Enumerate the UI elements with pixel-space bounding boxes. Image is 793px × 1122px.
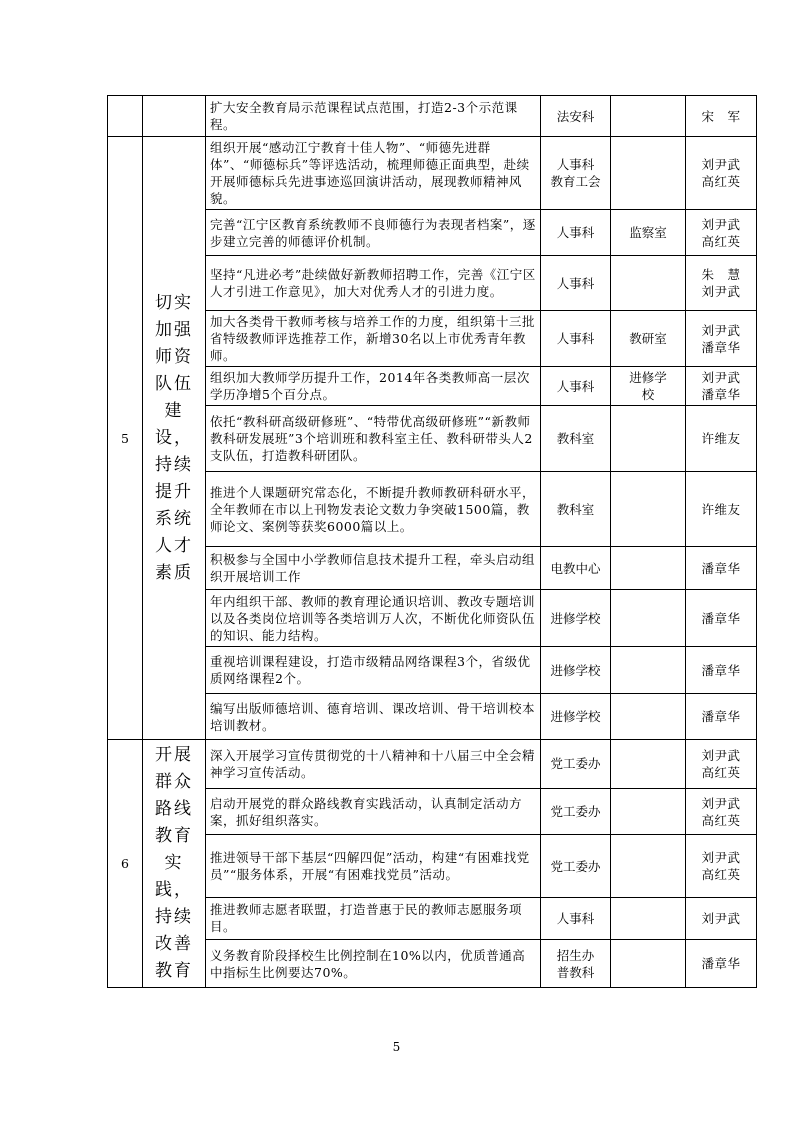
responsible-person-line: 潘章华	[701, 387, 741, 402]
lead-department	[541, 788, 611, 835]
item-number: 6	[108, 740, 143, 988]
responsible-person-line: 刘尹武	[701, 322, 741, 338]
responsible-person-line: 潘章华	[701, 662, 741, 678]
cooperating-department	[611, 311, 686, 367]
table-row	[108, 137, 757, 210]
responsible-person-line: 刘尹武	[701, 284, 741, 299]
responsible-person-line: 刘尹武	[701, 910, 741, 926]
lead-department-line: 普教科	[556, 964, 595, 980]
cooperating-department	[611, 590, 686, 647]
table-row	[108, 897, 757, 940]
cooperating-department	[611, 472, 686, 547]
lead-department	[541, 590, 611, 647]
table-row	[108, 788, 757, 835]
task-content: 坚持“凡进必考”赴续做好新教师招聘工作，完善《江宁区人才引进工作意见》，加大对优秀人才的引进力度。	[206, 256, 541, 311]
lead-department	[541, 406, 611, 472]
responsible-person-line: 刘尹武	[701, 747, 741, 763]
task-content: 启动开展党的群众路线教育实践活动，认真制定活动方案，抓好组织落实。	[206, 788, 541, 835]
responsible-person	[686, 367, 757, 406]
lead-department	[541, 311, 611, 367]
lead-department	[541, 940, 611, 988]
responsible-person-line: 高红英	[701, 174, 741, 189]
table-row	[108, 547, 757, 590]
cooperating-department	[611, 96, 686, 137]
responsible-person-line: 刘尹武	[701, 370, 741, 385]
cooperating-department	[611, 137, 686, 210]
responsible-person-line: 刘尹武	[701, 216, 741, 232]
table-row	[108, 256, 757, 311]
lead-department-line: 人事科	[556, 378, 595, 394]
responsible-person	[686, 740, 757, 789]
cooperating-department	[611, 788, 686, 835]
task-content: 扩大安全教育局示范课程试点范围，打造2-3个示范课程。	[206, 96, 541, 137]
lead-department	[541, 547, 611, 590]
lead-department-line: 人事科	[556, 331, 595, 346]
cooperating-department	[611, 740, 686, 789]
task-content: 年内组织干部、教师的教育理论通识培训、教改专题培训以及各类岗位培训等各类培训万人次，不断优化师资队伍的知识、能力结构。	[206, 590, 541, 647]
task-topic-text: 开展群众路线教育实践，持续改善教育	[155, 745, 193, 981]
lead-department	[541, 256, 611, 311]
table-row	[108, 406, 757, 472]
task-topic	[143, 137, 206, 740]
page-number: 5	[392, 1040, 401, 1054]
cooperating-department-line: 教研室	[629, 331, 667, 346]
lead-department-line: 教科室	[556, 501, 595, 517]
cooperating-department	[611, 367, 686, 406]
task-table-body	[108, 96, 757, 988]
lead-department	[541, 835, 611, 897]
responsible-person-line: 朱 慧	[701, 267, 741, 282]
responsible-person-line: 高红英	[701, 867, 741, 883]
responsible-person-line: 刘尹武	[701, 795, 741, 811]
responsible-person-line: 宋 军	[701, 108, 741, 124]
lead-department-line: 人事科	[556, 275, 595, 291]
responsible-person-line: 潘章华	[701, 956, 741, 972]
table-row	[108, 96, 757, 137]
lead-department	[541, 137, 611, 210]
cooperating-department-line: 校	[641, 387, 655, 402]
responsible-person-line: 高红英	[701, 764, 741, 780]
lead-department	[541, 472, 611, 547]
cooperating-department	[611, 256, 686, 311]
cooperating-department	[611, 406, 686, 472]
responsible-person	[686, 547, 757, 590]
task-content: 编写出版师德培训、德育培训、课改培训、骨干培训校本培训教材。	[206, 694, 541, 740]
table-row	[108, 210, 757, 256]
lead-department-line: 人事科	[556, 910, 595, 926]
task-topic-text: 切实加强师资队伍建设，持续提升系统人才素质	[155, 292, 193, 583]
lead-department-line: 招生办	[556, 947, 595, 963]
responsible-person	[686, 210, 757, 256]
task-content: 义务教育阶段择校生比例控制在10%以内，优质普通高中指标生比例要达70%。	[206, 940, 541, 988]
lead-department-line: 法安科	[556, 108, 595, 124]
table-row	[108, 835, 757, 897]
table-row	[108, 311, 757, 367]
responsible-person-line: 潘章华	[701, 709, 741, 724]
task-content: 推进教师志愿者联盟，打造普惠于民的教师志愿服务项目。	[206, 897, 541, 940]
task-content: 依托“教科研高级研修班”、“特带优高级研修班”“新教师教科研发展班”3个培训班和教科室主任、教科研带头人2支队伍，打造教科研团队。	[206, 406, 541, 472]
lead-department	[541, 897, 611, 940]
table-row	[108, 740, 757, 789]
task-content: 组织加大教师学历提升工作，2014年各类教师高一层次学历净增5个百分点。	[206, 367, 541, 406]
task-content: 积极参与全国中小学教师信息技术提升工程，牵头启动组织开展培训工作	[206, 547, 541, 590]
lead-department	[541, 96, 611, 137]
task-content: 组织开展“感动江宁教育十佳人物”、“师德先进群体”、“师德标兵”等评选活动，梳理师德正面典型，赴续开展师德标兵先进事迹巡回演讲活动，展现教师精神风貌。	[206, 137, 541, 210]
cooperating-department	[611, 647, 686, 694]
lead-department-line: 人事科	[556, 225, 595, 240]
task-content: 重视培训课程建设，打造市级精品网络课程3个，省级优质网络课程2个。	[206, 647, 541, 694]
responsible-person-line: 潘章华	[701, 610, 741, 626]
lead-department-line: 党工委办	[550, 756, 601, 772]
cooperating-department	[611, 694, 686, 740]
responsible-person	[686, 897, 757, 940]
table-row	[108, 590, 757, 647]
task-content: 推进领导干部下基层“四解四促”活动，构建“有困难找党员”“服务体系，开展“有困难找党员”活动。	[206, 835, 541, 897]
table-row	[108, 367, 757, 406]
cooperating-department-line: 进修学	[629, 370, 667, 385]
lead-department-line: 进修学校	[550, 662, 601, 678]
table-row	[108, 647, 757, 694]
responsible-person	[686, 472, 757, 547]
lead-department-line: 电教中心	[550, 560, 601, 576]
lead-department-line: 进修学校	[550, 709, 601, 724]
responsible-person	[686, 940, 757, 988]
responsible-person	[686, 137, 757, 210]
cooperating-department	[611, 940, 686, 988]
responsible-person-line: 高红英	[701, 233, 741, 249]
lead-department-line: 教科室	[556, 431, 595, 446]
responsible-person	[686, 835, 757, 897]
lead-department-line: 人事科	[556, 157, 595, 172]
table-row	[108, 472, 757, 547]
task-table	[107, 95, 757, 988]
cooperating-department-line: 监察室	[629, 225, 667, 240]
responsible-person	[686, 311, 757, 367]
lead-department	[541, 647, 611, 694]
item-number: 5	[108, 137, 143, 740]
item-number	[108, 96, 143, 137]
lead-department	[541, 740, 611, 789]
responsible-person	[686, 96, 757, 137]
responsible-person-line: 潘章华	[701, 560, 741, 576]
table-row	[108, 940, 757, 988]
responsible-person	[686, 788, 757, 835]
lead-department-line: 党工委办	[550, 804, 601, 820]
responsible-person	[686, 256, 757, 311]
responsible-person-line: 刘尹武	[701, 157, 741, 172]
responsible-person-line: 高红英	[701, 812, 741, 828]
task-content: 完善“江宁区教育系统教师不良师德行为表现者档案”，逐步建立完善的师德评价机制。	[206, 210, 541, 256]
lead-department	[541, 210, 611, 256]
lead-department-line: 进修学校	[550, 610, 601, 626]
lead-department	[541, 367, 611, 406]
responsible-person-line: 许维友	[701, 431, 741, 446]
table-row	[108, 694, 757, 740]
task-content: 深入开展学习宣传贯彻党的十八精神和十八届三中全会精神学习宣传活动。	[206, 740, 541, 789]
task-topic	[143, 740, 206, 988]
task-content: 推进个人课题研究常态化，不断提升教师教研科研水平，全年教师在市以上刊物发表论文数力争突破1500篇，教师论文、案例等获奖6000篇以上。	[206, 472, 541, 547]
responsible-person-line: 刘尹武	[701, 850, 741, 866]
responsible-person	[686, 406, 757, 472]
responsible-person-line: 潘章华	[701, 339, 741, 355]
cooperating-department	[611, 897, 686, 940]
task-content: 加大各类骨干教师考核与培养工作的力度，组织第十三批省特级教师评选推荐工作，新增30名以上市优秀青年教师。	[206, 311, 541, 367]
lead-department	[541, 694, 611, 740]
responsible-person-line: 许维友	[701, 501, 741, 517]
lead-department-line: 教育工会	[550, 174, 601, 189]
cooperating-department	[611, 835, 686, 897]
lead-department-line: 党工委办	[550, 858, 601, 874]
cooperating-department	[611, 547, 686, 590]
responsible-person	[686, 590, 757, 647]
responsible-person	[686, 647, 757, 694]
task-topic	[143, 96, 206, 137]
responsible-person	[686, 694, 757, 740]
cooperating-department	[611, 210, 686, 256]
